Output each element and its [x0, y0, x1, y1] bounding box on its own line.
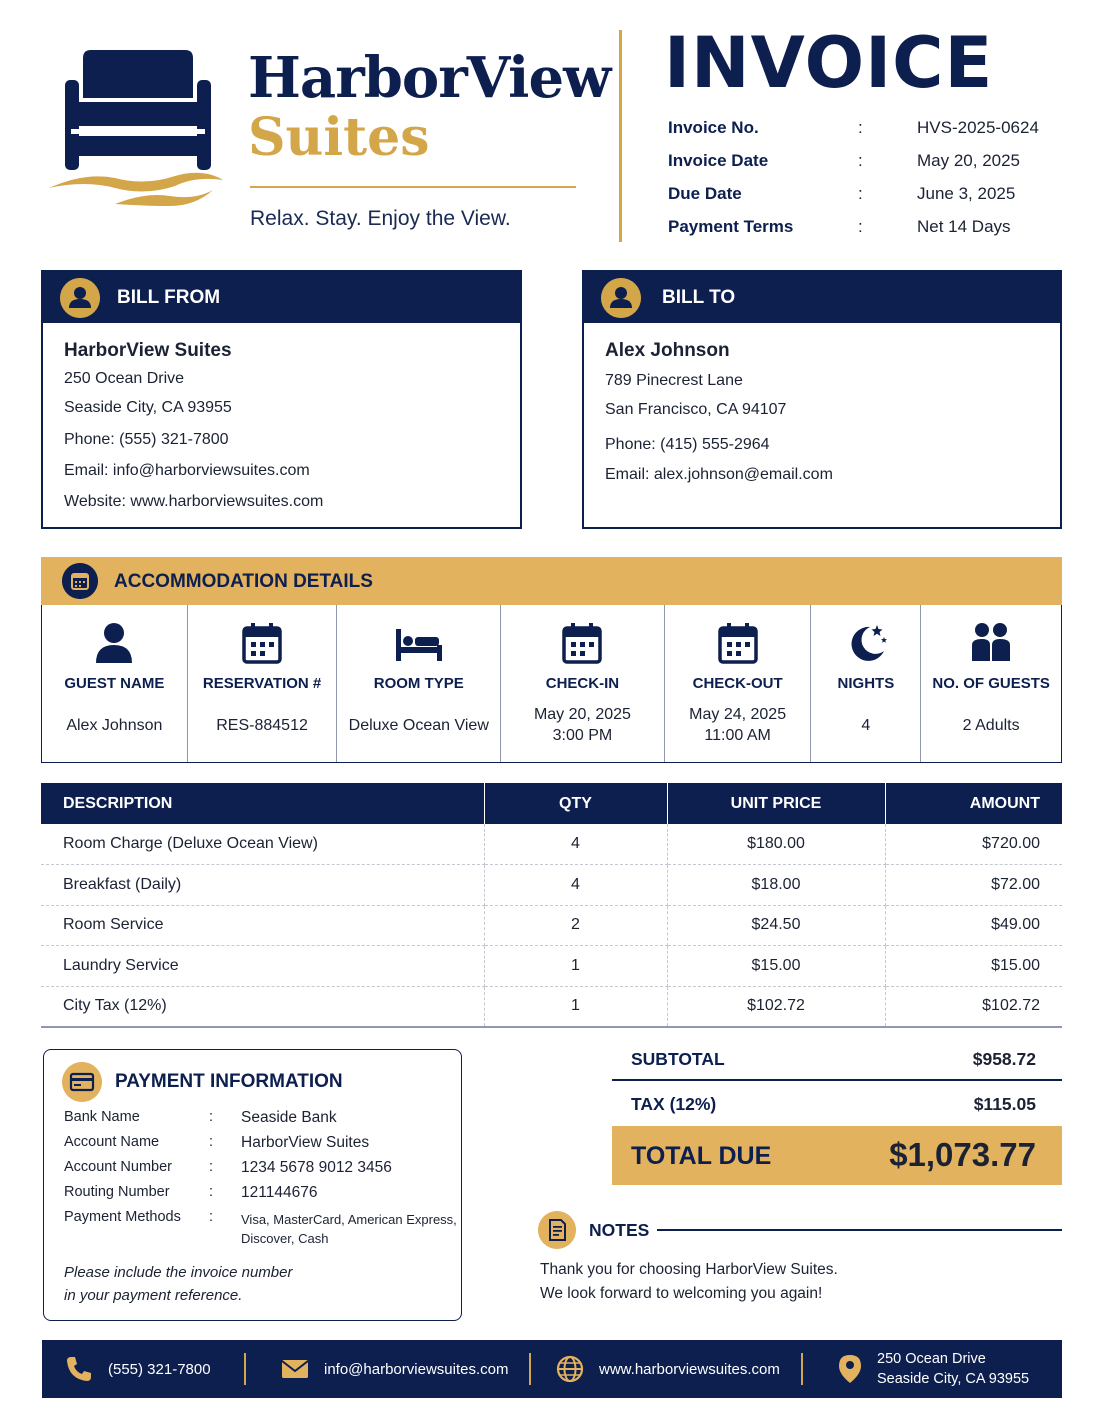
item-unit-price: $15.00	[667, 946, 885, 987]
item-amount: $15.00	[885, 946, 1062, 987]
column-header-qty: QTY	[484, 783, 667, 824]
field-value: RES-884512	[216, 717, 308, 734]
table-row	[41, 824, 1062, 865]
payment-separator: :	[209, 1159, 214, 1175]
footer-email[interactable]	[280, 1340, 508, 1398]
field-value	[665, 704, 811, 746]
field-value	[501, 704, 664, 746]
table-row	[41, 986, 1062, 1027]
meta-value: May 20, 2025	[917, 151, 1021, 170]
accommodation-title: ACCOMMODATION DETAILS	[114, 571, 373, 592]
subtotal-label: SUBTOTAL	[631, 1049, 725, 1069]
field-value: 2 Adults	[962, 717, 1020, 734]
item-qty: 4	[484, 824, 667, 865]
field-label: ROOM TYPE	[373, 675, 464, 692]
tax-value: $115.05	[973, 1094, 1036, 1114]
payment-separator: :	[209, 1184, 214, 1200]
payment-value: 121144676	[241, 1184, 318, 1201]
field-label: CHECK-OUT	[692, 675, 783, 692]
credit-card-icon	[62, 1062, 102, 1102]
field-label: RESERVATION #	[202, 675, 322, 692]
field-guests	[921, 605, 1061, 762]
table-header-row	[41, 783, 1062, 824]
person-icon	[92, 621, 136, 665]
meta-value: Net 14 Days	[917, 217, 1011, 236]
bill-from-address1: 250 Ocean Drive	[64, 370, 185, 387]
column-header-unit-price: UNIT PRICE	[667, 783, 885, 824]
item-description: Room Service	[41, 905, 484, 946]
payment-note	[64, 1261, 364, 1307]
payment-value: 1234 5678 9012 3456	[241, 1159, 392, 1176]
footer-phone-text: (555) 321-7800	[108, 1360, 211, 1378]
calendar-icon	[62, 563, 98, 599]
column-header-amount: AMOUNT	[885, 783, 1062, 824]
check-out-date: May 24, 2025	[689, 706, 787, 723]
field-room-type	[337, 605, 501, 762]
item-unit-price: $180.00	[667, 824, 885, 865]
footer-divider	[244, 1353, 246, 1385]
line-items-table	[41, 783, 1062, 1028]
item-qty: 1	[484, 946, 667, 987]
payment-value: Visa, MasterCard, American Express, Discover, Cash	[241, 1212, 457, 1246]
user-icon	[60, 278, 100, 318]
footer-address	[837, 1340, 1029, 1398]
payment-title: PAYMENT INFORMATION	[115, 1071, 343, 1092]
envelope-icon	[280, 1354, 310, 1384]
field-guest-name	[42, 605, 188, 762]
calendar-icon	[560, 621, 604, 665]
meta-separator: :	[858, 151, 863, 170]
field-label: GUEST NAME	[64, 675, 165, 692]
total-due-bar	[612, 1126, 1062, 1185]
item-description: City Tax (12%)	[41, 986, 484, 1027]
bill-to-name: Alex Johnson	[605, 340, 730, 361]
payment-label: Bank Name	[64, 1109, 140, 1125]
payment-label: Payment Methods	[64, 1209, 181, 1225]
total-due-value: $1,073.77	[889, 1136, 1036, 1173]
bed-icon	[394, 621, 444, 665]
field-value: Deluxe Ocean View	[348, 717, 489, 734]
footer-email-text: info@harborviewsuites.com	[324, 1360, 509, 1378]
bed-logo-icon	[45, 40, 230, 215]
brand-divider	[250, 186, 576, 188]
item-amount: $102.72	[885, 986, 1062, 1027]
total-due-label: TOTAL DUE	[631, 1142, 772, 1170]
invoice-meta-row	[668, 118, 1068, 151]
payment-note-line: in your payment reference.	[64, 1287, 243, 1304]
table-row	[41, 905, 1062, 946]
field-reservation	[188, 605, 338, 762]
bill-to-address2: San Francisco, CA 94107	[605, 401, 787, 418]
bill-to-title: BILL TO	[662, 287, 736, 308]
tax-label: TAX (12%)	[631, 1094, 717, 1114]
payment-label: Account Number	[64, 1159, 172, 1175]
item-qty: 1	[484, 986, 667, 1027]
item-description: Laundry Service	[41, 946, 484, 987]
bill-from-address2: Seaside City, CA 93955	[64, 399, 232, 416]
table-row	[41, 865, 1062, 906]
bill-to-email: Email: alex.johnson@email.com	[605, 466, 833, 483]
bill-from-phone: Phone: (555) 321-7800	[64, 431, 229, 448]
people-icon	[969, 621, 1013, 665]
field-value: 4	[861, 717, 871, 734]
invoice-meta-row	[668, 217, 1068, 250]
item-amount: $72.00	[885, 865, 1062, 906]
item-unit-price: $18.00	[667, 865, 885, 906]
bill-to-phone: Phone: (415) 555-2964	[605, 436, 770, 453]
footer-website[interactable]	[555, 1340, 780, 1398]
calendar-icon	[716, 621, 760, 665]
payment-label: Routing Number	[64, 1184, 170, 1200]
accommodation-section	[41, 557, 1062, 763]
footer-bar	[42, 1340, 1062, 1398]
brand-name-suffix: Suites	[248, 107, 430, 168]
phone-icon	[64, 1354, 94, 1384]
payment-separator: :	[209, 1109, 214, 1125]
item-unit-price: $102.72	[667, 986, 885, 1027]
accommodation-header	[41, 557, 1062, 605]
meta-label: Due Date	[668, 184, 742, 203]
bill-to-header	[584, 272, 1060, 323]
payment-information-box	[43, 1049, 462, 1321]
footer-website-text: www.harborviewsuites.com	[599, 1360, 780, 1378]
check-in-time: 3:00 PM	[552, 727, 613, 744]
meta-label: Payment Terms	[668, 217, 794, 236]
field-label: NO. OF GUESTS	[932, 675, 1050, 692]
field-label: CHECK-IN	[545, 675, 620, 692]
brand-name: HarborView	[248, 45, 611, 111]
footer-divider	[529, 1353, 531, 1385]
invoice-meta-row	[668, 184, 1068, 217]
field-check-in	[501, 605, 665, 762]
footer-address-text	[877, 1349, 1029, 1389]
invoice-meta	[668, 118, 1068, 250]
notes-line: Thank you for choosing HarborView Suites.	[540, 1261, 838, 1278]
tax-row	[612, 1081, 1062, 1126]
bill-from-title: BILL FROM	[117, 287, 221, 308]
user-icon	[601, 278, 641, 318]
item-amount: $49.00	[885, 905, 1062, 946]
item-qty: 4	[484, 865, 667, 906]
field-label: NIGHTS	[837, 675, 895, 692]
meta-separator: :	[858, 217, 863, 236]
meta-separator: :	[858, 118, 863, 137]
field-value: Alex Johnson	[66, 717, 163, 734]
check-in-date: May 20, 2025	[533, 706, 631, 723]
item-unit-price: $24.50	[667, 905, 885, 946]
bill-from-header	[43, 272, 520, 323]
payment-label: Account Name	[64, 1134, 160, 1150]
meta-label: Invoice Date	[668, 151, 769, 170]
bill-from-email: Email: info@harborviewsuites.com	[64, 462, 310, 479]
item-amount: $720.00	[885, 824, 1062, 865]
payment-note-line: Please include the invoice number	[64, 1264, 293, 1281]
bill-from-box	[41, 270, 522, 529]
globe-icon	[555, 1354, 585, 1384]
payment-value: HarborView Suites	[241, 1134, 370, 1151]
check-out-time: 11:00 AM	[704, 727, 771, 744]
notes-line: We look forward to welcoming you again!	[540, 1285, 823, 1302]
moon-icon	[844, 621, 888, 665]
footer-divider	[801, 1353, 803, 1385]
invoice-title: INVOICE	[664, 22, 994, 104]
item-description: Room Charge (Deluxe Ocean View)	[41, 824, 484, 865]
bill-from-name: HarborView Suites	[64, 340, 232, 361]
accommodation-fields	[41, 605, 1062, 763]
meta-value: June 3, 2025	[917, 184, 1016, 203]
table-row	[41, 946, 1062, 987]
bill-to-box	[582, 270, 1062, 529]
subtotal-row	[612, 1036, 1062, 1081]
item-qty: 2	[484, 905, 667, 946]
item-description: Breakfast (Daily)	[41, 865, 484, 906]
meta-value: HVS-2025-0624	[917, 118, 1039, 137]
payment-value: Seaside Bank	[241, 1109, 337, 1126]
footer-phone[interactable]	[64, 1340, 211, 1398]
notes-body	[540, 1258, 838, 1306]
notes-divider	[657, 1229, 1062, 1231]
field-nights	[811, 605, 921, 762]
field-check-out	[665, 605, 812, 762]
notes-title: NOTES	[589, 1220, 650, 1240]
invoice-meta-row	[668, 151, 1068, 184]
header-divider	[619, 30, 622, 242]
bill-to-address1: 789 Pinecrest Lane	[605, 372, 743, 389]
meta-separator: :	[858, 184, 863, 203]
footer-address-line: 250 Ocean Drive	[877, 1351, 986, 1367]
calendar-icon	[240, 621, 284, 665]
totals-summary	[612, 1036, 1062, 1126]
location-pin-icon	[837, 1354, 863, 1384]
subtotal-value: $958.72	[972, 1049, 1036, 1069]
meta-label: Invoice No.	[668, 118, 759, 137]
footer-address-line: Seaside City, CA 93955	[877, 1371, 1030, 1387]
payment-separator: :	[209, 1209, 214, 1225]
bill-from-website: Website: www.harborviewsuites.com	[64, 493, 324, 510]
column-header-description: DESCRIPTION	[41, 783, 484, 824]
brand-tagline: Relax. Stay. Enjoy the View.	[250, 207, 511, 230]
payment-separator: :	[209, 1134, 214, 1150]
document-icon	[538, 1211, 576, 1249]
